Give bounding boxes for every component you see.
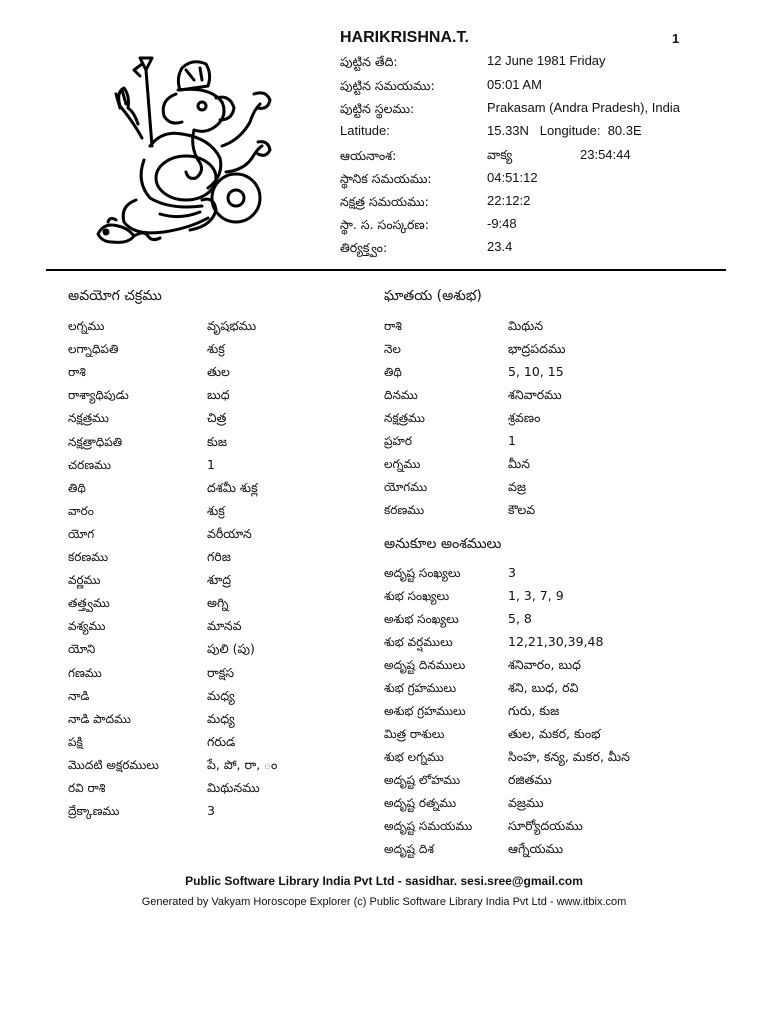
row-value: రజితము [508, 772, 552, 787]
row-label: అదృష్ట రత్నము [384, 796, 457, 810]
birth-place-value: Prakasam (Andra Pradesh), India [487, 100, 680, 115]
row-value: రాక్షస [207, 664, 235, 680]
row-value: మానవ [207, 618, 242, 634]
row-label: అదృష్ట సమయము [384, 819, 473, 833]
row-value: సింహ, కన్య, మకర, మీన [508, 749, 630, 764]
row-label: పక్షి [68, 734, 83, 749]
row-value: 5, 8 [508, 611, 532, 626]
row-value: పే, పో, రా, ం [207, 756, 278, 772]
row-value: శూద్ర [207, 572, 232, 588]
row-label: అదృష్ట సంఖ్యలు [384, 566, 461, 580]
row-label: మొదటి అక్షరములు [68, 757, 159, 772]
row-value: మధ్య [207, 710, 235, 726]
row-label: మిత్ర రాశులు [384, 727, 445, 741]
obliquity-value: 23.4 [487, 239, 513, 254]
row-label: నక్షత్రము [68, 411, 109, 426]
row-value: చిత్ర [207, 410, 227, 426]
row-label: శుభ సంఖ్యలు [384, 589, 450, 603]
row-value: మధ్య [207, 687, 235, 703]
row-label: శుభ వర్షములు [384, 635, 453, 649]
row-value: ఆగ్నేయము [508, 841, 564, 856]
row-value: 1 [508, 433, 516, 448]
row-label: రాశి [68, 365, 86, 380]
row-label: నెల [384, 342, 401, 356]
row-label: చరణము [68, 457, 111, 472]
row-value: మిథున [508, 318, 544, 333]
row-value: వజ్ర [508, 479, 527, 494]
ayanamsa-type: వాక్య [487, 147, 513, 162]
row-value: గురు, కుజ [508, 703, 560, 718]
latitude-label: Latitude: [340, 123, 390, 138]
birth-time-value: 05:01 AM [487, 77, 542, 92]
row-label: రాశ్యాధిపుడు [68, 388, 129, 403]
row-label: వర్ణము [68, 573, 101, 588]
birth-date-label: పుట్టిన తేది: [340, 54, 398, 69]
row-value: శనివారం, బుధ [508, 657, 581, 672]
row-label: ద్రేక్కాణము [68, 804, 120, 819]
lat-long-value: 15.33N Longitude: 80.3E [487, 123, 642, 138]
right-section-title: ఘాతయ (అశుభ) [384, 288, 482, 304]
birth-place-label: పుట్టిన స్థలము: [340, 101, 415, 116]
row-value: పులి (పు) [207, 641, 255, 657]
row-value: శ్రవణం [508, 410, 541, 425]
row-label: అదృష్ట దినములు [384, 658, 466, 672]
row-value: భాద్రపదము [508, 341, 566, 356]
row-label: అశుభ సంఖ్యలు [384, 612, 459, 626]
row-value: 5, 10, 15 [508, 364, 564, 379]
row-label: రాశి [384, 319, 402, 333]
sidereal-time-label: నక్షత్ర సమయము: [340, 194, 429, 209]
ayanamsa-label: ఆయనాంశ: [340, 148, 397, 163]
row-value: శని, బుధ, రవి [508, 680, 579, 695]
lucky-section-title: అనుకూల అంశములు [384, 536, 502, 552]
row-value: శుక్ర [207, 502, 225, 518]
row-label: ప్రహర [384, 434, 413, 448]
row-value: వజ్రము [508, 795, 544, 810]
ayanamsa-value: 23:54:44 [580, 147, 631, 162]
row-value: కౌలవ [508, 502, 536, 517]
birth-date-value: 12 June 1981 Friday [487, 53, 606, 68]
divider [46, 269, 726, 271]
row-label: తత్త్వము [68, 596, 110, 611]
row-value: 3 [508, 565, 516, 580]
row-label: యోని [68, 642, 96, 657]
left-section-title: అవయోగ చక్రము [68, 288, 162, 304]
row-label: లగ్నము [384, 457, 421, 471]
row-value: కుజ [207, 433, 227, 449]
row-label: గణము [68, 665, 102, 680]
row-value: 1 [207, 456, 215, 472]
row-label: అదృష్ట లోహము [384, 773, 461, 787]
row-label: తిథి [68, 480, 86, 495]
person-name: HARIKRISHNA.T. [340, 29, 469, 46]
row-label: తిథి [384, 365, 402, 379]
local-time-value: 04:51:12 [487, 170, 538, 185]
row-label: శుభ గ్రహములు [384, 681, 457, 695]
row-label: రవి రాశి [68, 781, 106, 795]
row-value: తుల, మకర, కుంభ [508, 726, 601, 741]
obliquity-label: తిర్యక్త్వం: [340, 240, 388, 255]
row-label: యోగ [68, 526, 95, 541]
row-value: సూర్యోదయము [508, 818, 583, 833]
row-value: గరుడ [207, 733, 236, 749]
row-label: నాడి పాదము [68, 711, 131, 726]
row-value: శుక్ర [207, 341, 225, 357]
row-value: మిథునము [207, 780, 260, 795]
row-value: వరీయాన [207, 525, 252, 541]
row-label: దినము [384, 388, 418, 402]
birth-time-label: పుట్టిన సమయము: [340, 78, 435, 93]
ganesha-illustration [90, 50, 280, 250]
row-value: అగ్ని [207, 595, 229, 611]
time-correction-value: -9:48 [487, 216, 517, 231]
time-correction-label: స్థా. స. సంస్కరణ: [340, 217, 429, 232]
footer-publisher: Public Software Library India Pvt Ltd - sasidhar. sesi.sree@gmail.com [185, 874, 583, 888]
row-label: నక్షత్రము [384, 411, 425, 425]
row-label: వశ్యము [68, 619, 106, 634]
row-value: దశమీ శుక్ల [207, 479, 258, 495]
row-label: కరణము [384, 503, 425, 517]
row-label: శుభ లగ్నము [384, 750, 444, 764]
row-value: 1, 3, 7, 9 [508, 588, 564, 603]
row-value: 12,21,30,39,48 [508, 634, 604, 649]
sidereal-time-value: 22:12:2 [487, 193, 531, 208]
row-value: బుధ [207, 387, 230, 403]
row-label: అశుభ గ్రహములు [384, 704, 466, 718]
row-value: 3 [207, 803, 215, 819]
row-label: నక్షత్రాధిపతి [68, 434, 123, 449]
row-label: కరణము [68, 550, 109, 564]
row-value: మీన [508, 456, 531, 471]
row-label: అదృష్ట దిశ [384, 842, 434, 856]
row-label: నాడి [68, 688, 90, 703]
page-number: 1 [672, 31, 680, 46]
row-label: యోగము [384, 480, 428, 494]
row-value: వృషభము [207, 318, 257, 333]
footer-generated-by: Generated by Vakyam Horoscope Explorer (c) Public Software Library India Pvt Ltd - www.itbix.com [141, 896, 627, 908]
row-value: శనివారము [508, 387, 562, 402]
local-time-label: స్థానిక సమయము: [340, 171, 432, 186]
row-label: వారం [68, 503, 94, 518]
row-value: తుల [207, 364, 230, 380]
row-label: లగ్నాధిపతి [68, 342, 119, 357]
row-value: గరిజ [207, 549, 231, 564]
row-label: లగ్నము [68, 319, 105, 333]
